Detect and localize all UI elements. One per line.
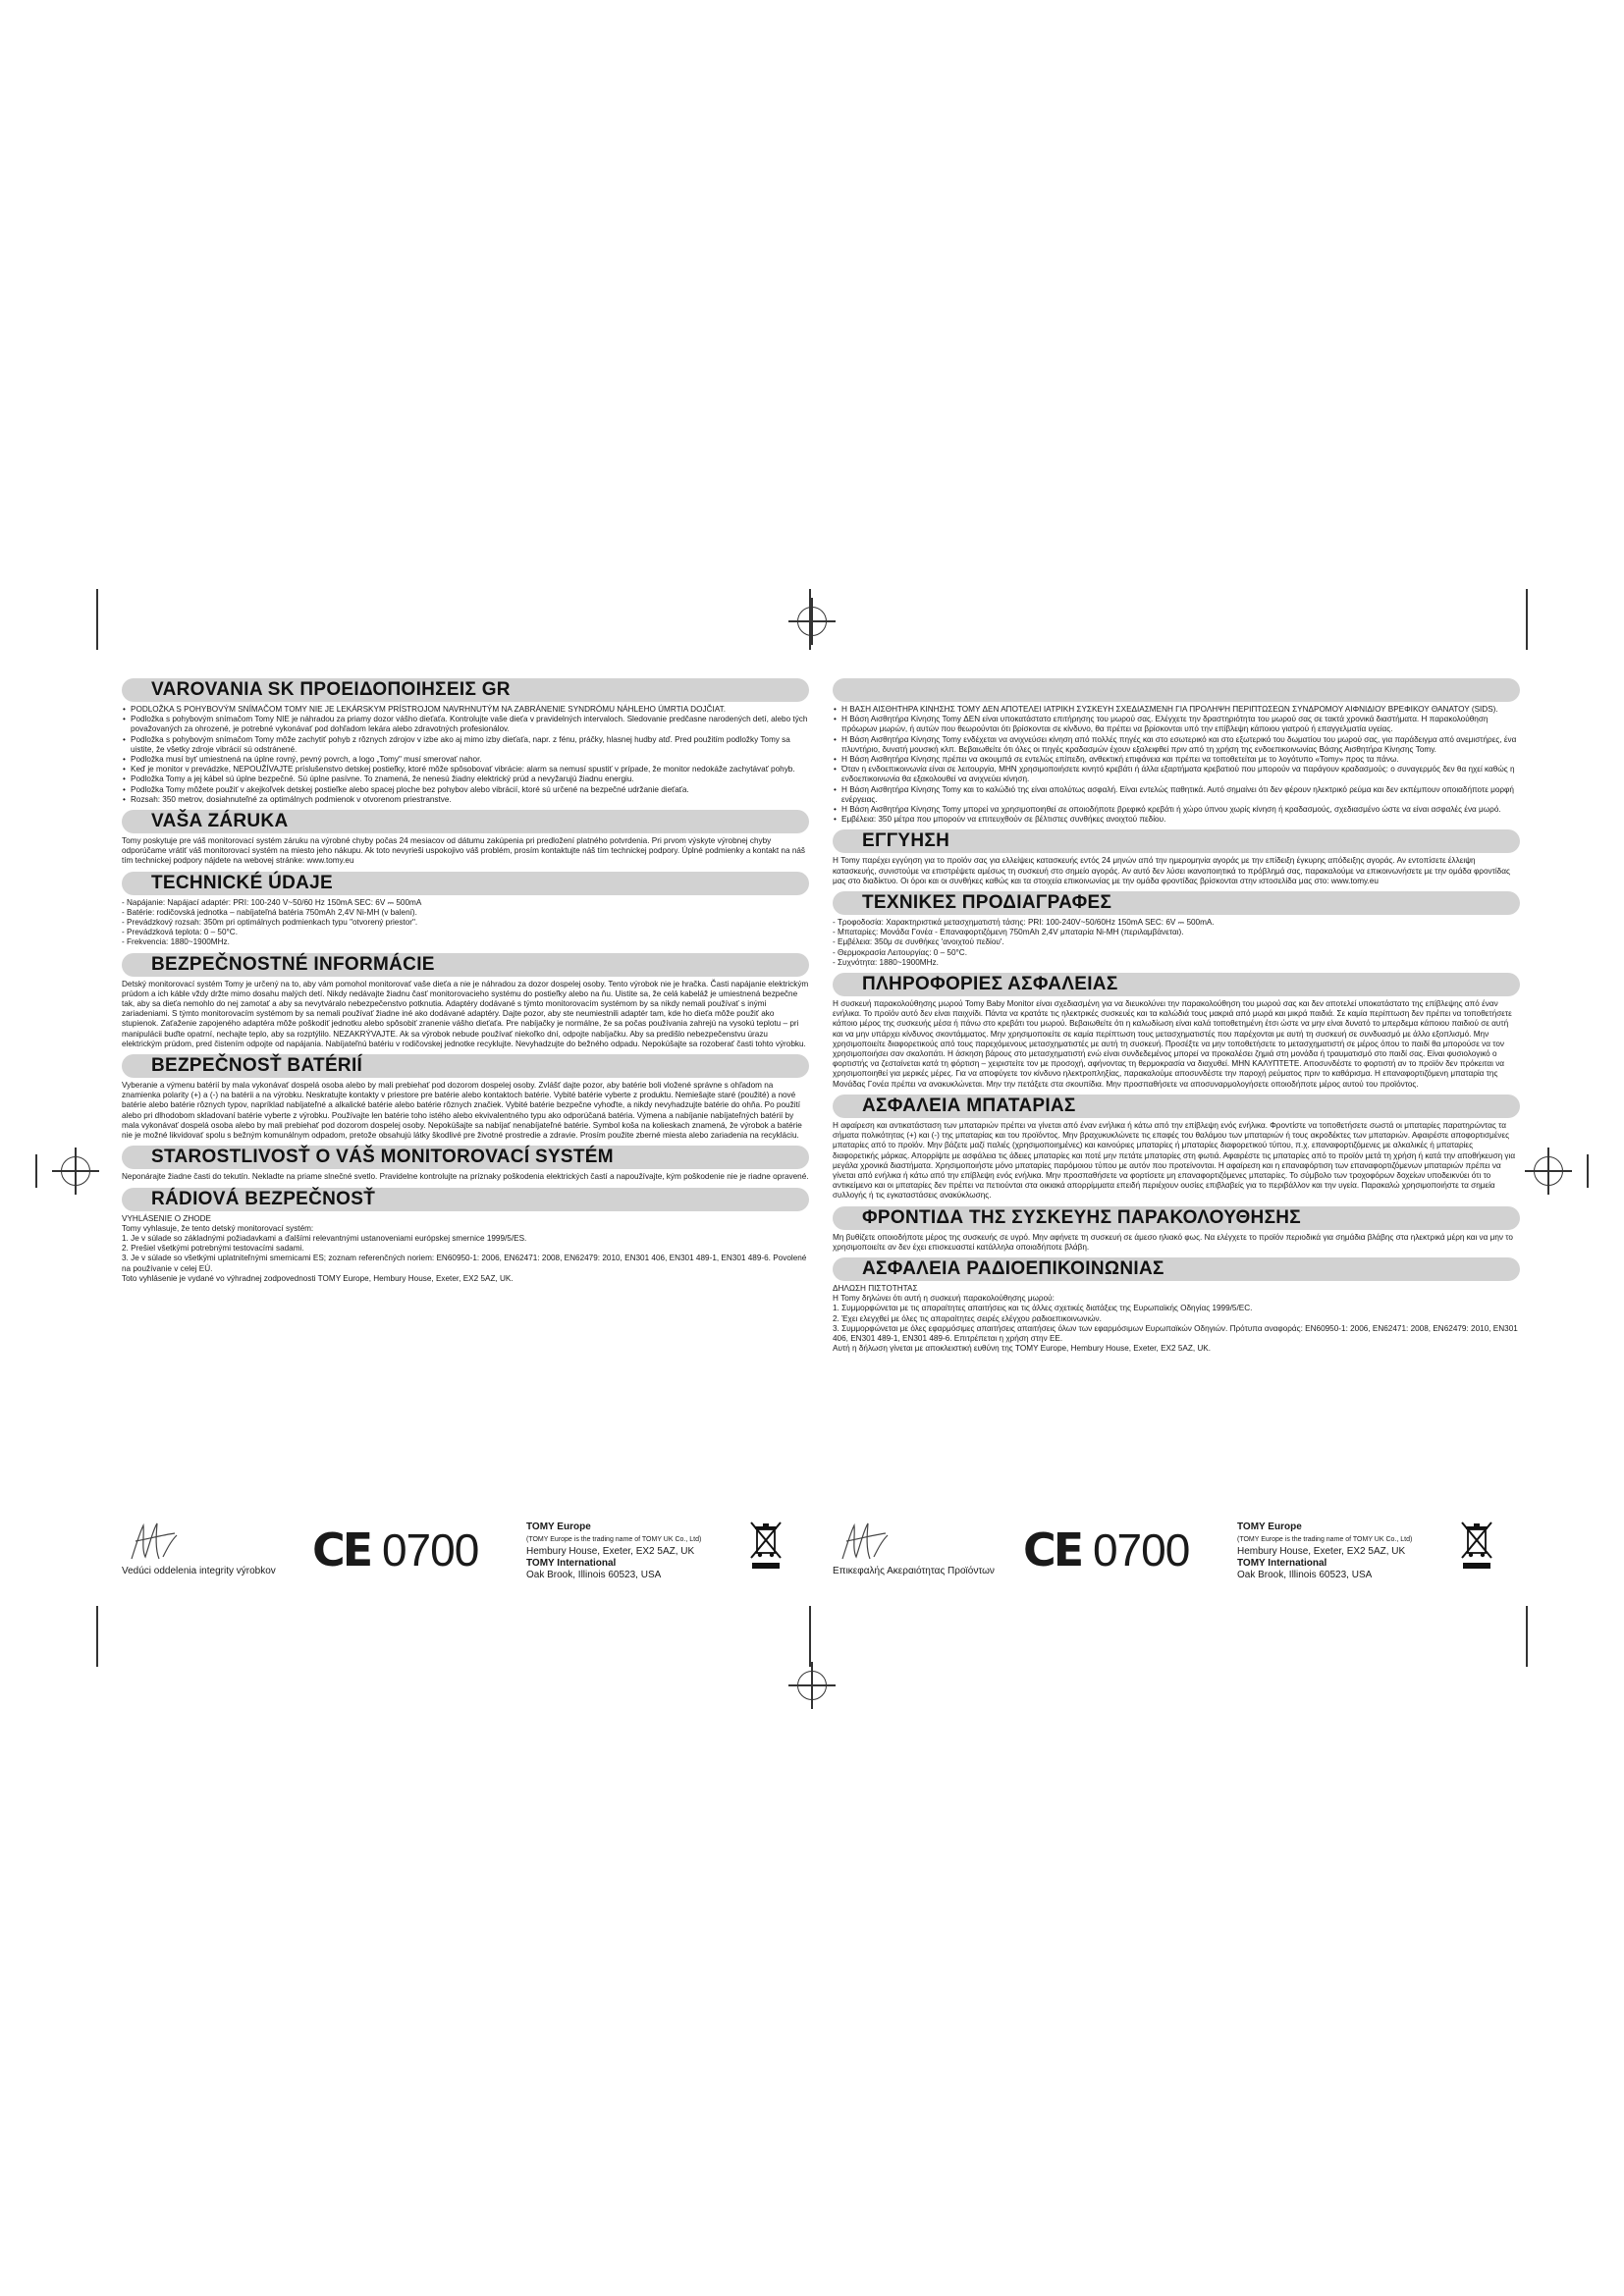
text-line: Toto vyhlásenie je vydané vo výhradnej zodpovednosti TOMY Europe, Hembury House, Exeter, EX2 5AZ, UK. [122,1273,514,1283]
signature-label: Επικεφαλής Ακεραιότητας Προϊόντων [833,1566,995,1576]
slovak-column [122,673,809,1287]
warranty-text: Η Tomy παρέχει εγγύηση για το προϊόν σας για ελλείψεις κατασκευής εντός 24 μηνών από την ημερομηνία αγοράς με την επίδειξη έγκυρης απόδειξης αγοράς. Αν εντοπίσετε έλλειψη κατασκευής, συνιστούμε να επιστρέψετε αμέσως τη συσκευή στο σημείο αγοράς. Αν αυτό δεν λύσει ικανοποιητικά το πρόβλημά σας, παρακαλούμε να επικοινωνήσετε με την ομάδα φροντίδας μας στο διαδίκτυο. Οι όροι και οι συνθήκες καθώς και τα στοιχεία επικοινωνίας με την ομάδα φροντίδας βρίσκονται στην ιστοσελίδα μας στο: www.tomy.eu [833,856,1510,885]
list-item: • Όταν η ενδοεπικοινωνία είναι σε λειτουργία, ΜΗΝ χρησιμοποιήσετε κινητό κρεβάτι ή άλλα εξαρτήματα κρεβατιού που μπορούν να παράγουν κραδασμούς: ο συναγερμός δεν θα ηχεί καθώς η ενδοεπικοινωνία θα εξακολουθεί να ανιχνεύει κίνηση. [833,765,1520,784]
registration-mark [797,1671,827,1700]
footer [122,1520,809,1578]
address-line: Oak Brook, Illinois 60523, USA [1237,1570,1373,1580]
text-line: 3. Je v súlade so všetkými uplatniteľnými smernicami ES; zoznam referenčných noriem: EN60950-1: 2006, EN62471: 2008, EN62479: 2010, EN301 406, EN301 489-1, EN301 489-6. Povolené na používanie v celej EÚ. [122,1254,807,1273]
section-header: ΑΣΦΑΛΕΙΑ ΡΑΔΙΟΕΠΙΚΟΙΝΩΝΙΑΣ [833,1257,1520,1281]
company-note: (TOMY Europe is the trading name of TOMY UK Co., Ltd) [1237,1536,1413,1543]
list-item: • Η Βάση Αισθητήρα Κίνησης Tomy και το καλώδιό της είναι απολύτως ασφαλή. Είναι εντελώς παθητικά. Αυτό σημαίνει ότι δεν φέρουν ηλεκτρικό ρεύμα και δεν εκπέμπουν οποιαδήποτε μορφή ενέργειας. [833,785,1520,805]
spec-line: - Θερμοκρασία Λειτουργίας: 0 – 50°C. [833,947,967,957]
signature-label: Vedúci oddelenia integrity výrobkov [122,1566,276,1576]
warranty-text: Tomy poskytuje pre váš monitorovací systém záruku na výrobné chyby počas 24 mesiacov od dátumu zakúpenia pri predložení platného potvrdenia. Pri prvom výskyte výrobnej chyby odporúčame vrátiť váš monitorovací systém na miesto jeho nákupu. Ak toto nevyrieši uspokojivo váš problém, prosím kontaktujte náš tím technickej podpory. Úplné podmienky a kontakt na náš tím technickej podpory nájdete na webovej stránke: www.tomy.eu [122,836,806,866]
text-line: 3. Συμμορφώνεται με όλες εφαρμόσιμες απαιτήσεις απαιτήσεις όλων των εφαρμόσιμων Ευρωπαϊκών Οδηγιών. Πρότυπα αναφοράς: EN60950-1: 2006, EN62471: 2008, EN62479: 2010, EN301 406, EN301 489-1, EN301 489-6. Επιτρέπεται η χρήση στην ΕΕ. [833,1323,1518,1343]
address-line: Oak Brook, Illinois 60523, USA [526,1570,662,1580]
list-item: • Η Βάση Αισθητήρα Κίνησης Tomy ενδέχεται να ανιχνεύσει κίνηση από πολλές πηγές και στο εσωτερικό και στο εξωτερικό του δωματίου του μωρού σας, για παράδειγμα από ανεμιστήρες, ένα πλυντήριο, δυνατή μουσική κλπ. Βεβαιωθείτε ότι όλες οι πηγές κραδασμών έχουν εξαλειφθεί πριν από τη χρήση της ενδοεπικοινωνίας Βάσης Αισθητήρα Κίνησης Tomy. [833,735,1520,755]
tech-specs [122,898,809,948]
list-item: • Η Βάση Αισθητήρα Κίνησης Tomy μπορεί να χρησιμοποιηθεί σε οποιοδήποτε βρεφικό κρεβάτι ή χώρο ύπνου χωρίς κίνηση ή κραδασμούς, σχεδιασμένο ώστε να είναι ασφαλές ένα μωρό. [833,805,1520,815]
text-line: 1. Je v súlade so základnými požiadavkami a ďalšími relevantnými ustanoveniami európskej smernice 1999/5/ES. [122,1233,527,1243]
ce-logo: CE [312,1523,371,1576]
warnings-list [122,705,809,805]
ce-logo: CE [1023,1523,1082,1576]
section-header: STAROSTLIVOSŤ O VÁŠ MONITOROVACÍ SYSTÉM [122,1146,809,1169]
section-header: ΤΕΧΝΙΚΕΣ ΠΡΟΔΙΑΓΡΑΦΕΣ [833,891,1520,915]
list-item: • Podložka Tomy a jej kábel sú úplne bezpečné. Sú úplne pasívne. To znamená, že nenesú žiadny elektrický prúd a nevyžarujú žiadnu energiu. [122,774,809,784]
warnings-list [833,705,1520,825]
tech-specs [833,918,1520,968]
registration-mark [1534,1156,1563,1186]
greek-column [833,673,1520,1357]
text-line: 2. Prešiel všetkými potrebnými testovacími sadami. [122,1244,304,1254]
spec-line: - Μπαταρίες: Μονάδα Γονέα - Επαναφορτιζόμενη 750mAh 2,4V μπαταρία Ni-MH (περιλαμβάνεται). [833,928,1184,937]
spec-line: - Batérie: rodičovská jednotka – nabíjateľná batéria 750mAh 2,4V Ni-MH (v balení). [122,907,417,917]
list-item: • Rozsah: 350 metrov, dosiahnuteľné za optimálnych podmienok v otvorenom priestranstve. [122,795,809,805]
section-header: BEZPEČNOSTNÉ INFORMÁCIE [122,953,809,977]
signature-icon [126,1520,185,1563]
company-address [526,1522,701,1581]
footer [833,1520,1520,1578]
text-line: Η Tomy δηλώνει ότι αυτή η συσκευή παρακολούθησης μωρού: [833,1294,1055,1304]
section-header [833,678,1520,702]
signature-icon [837,1520,895,1563]
section-header: ΦΡΟΝΤΙΔΑ ΤΗΣ ΣΥΣΚΕΥΗΣ ΠΑΡΑΚΟΛΟΥΘΗΣΗΣ [833,1206,1520,1230]
spec-line: - Napájanie: Napájací adaptér: PRI: 100-240 V~50/60 Hz 150mA SEC: 6V ⎓ 500mA [122,897,422,907]
crop-mark [1587,1154,1589,1188]
spec-line: - Prevádzková teplota: 0 – 50°C. [122,928,238,937]
text-line: 2. Έχει ελεγχθεί με όλες τις απαραίτητες σειρές ελέγχου ραδιοεπικοινωνιών. [833,1313,1102,1323]
section-header: VAŠA ZÁRUKA [122,810,809,833]
company-name: TOMY International [1237,1558,1327,1569]
address-line: Hembury House, Exeter, EX2 5AZ, UK [1237,1546,1406,1557]
list-item: • Podložka s pohybovým snímačom Tomy NIE je náhradou za priamy dozor vášho dieťaťa. Kontrolujte vaše dieťa v pravidelných intervaloch. Sledovanie predčasne narodených detí, alebo tých považovaných za ohrozené, je potrebné vykonávať pod dohľadom lekára alebo zdravotných profesionálov. [122,715,809,734]
registration-mark [797,607,827,636]
list-item: • Η ΒΑΣΗ ΑΙΣΘΗΤΗΡΑ ΚΙΝΗΣΗΣ TOMY ΔΕΝ ΑΠΟΤΕΛΕΙ ΙΑΤΡΙΚΗ ΣΥΣΚΕΥΗ ΣΧΕΔΙΑΣΜΕΝΗ ΓΙΑ ΠΡΟΛΗΨΗ ΠΕΡΙΠΤΩΣΕΩΝ ΣΥΝΔΡΟΜΟΥ ΑΙΦΝΙΔΙΟΥ ΒΡΕΦΙΚΟΥ ΘΑΝΑΤΟΥ (SIDS). [833,705,1520,715]
list-item: • Εμβέλεια: 350 μέτρα που μπορούν να επιτευχθούν σε βέλτιστες συνθήκες ανοιχτού πεδίου. [833,815,1520,825]
section-header: ΑΣΦΑΛΕΙΑ ΜΠΑΤΑΡΙΑΣ [833,1095,1520,1118]
section-header: VAROVANIA SK ΠΡΟΕΙΔΟΠΟΙΗΣΕΙΣ GR [122,678,809,702]
section-header: RÁDIOVÁ BEZPEČNOSŤ [122,1188,809,1211]
address-line: Hembury House, Exeter, EX2 5AZ, UK [526,1546,695,1557]
company-address [1237,1522,1412,1581]
ce-mark [312,1523,478,1576]
crop-mark [35,1154,37,1188]
crop-mark [96,1606,98,1667]
crossed-bin-icon [748,1520,784,1571]
care-text: Μη βυθίζετε οποιοδήποτε μέρος της συσκευής σε υγρό. Μην αφήνετε τη συσκευή σε άμεσο ηλιακό φως. Να ελέγχετε το προϊόν περιοδικά για σημάδια βλάβης στα ηλεκτρικά μέρη και να μην το χρησιμοποιείτε αν δεν έχει επισκευαστεί κατάλληλα οποιαδήποτε βλάβη. [833,1232,1513,1252]
list-item: • Podložka s pohybovým snímačom Tomy môže zachytiť pohyb z rôznych zdrojov v izbe ako aj mimo izby dieťaťa, napr. z fénu, práčky, hlasnej hudby atď. Pred použitím podložky Tomy sa uistite, že všetky zdroje vibrácií sú odstránené. [122,735,809,755]
spec-line: - Εμβέλεια: 350μ σε συνθήκες 'ανοιχτού πεδίου'. [833,937,1004,947]
section-header: TECHNICKÉ ÚDAJE [122,872,809,895]
crop-mark [1526,589,1528,650]
list-item: • Podložka Tomy môžete použiť v akejkoľvek detskej postieľke alebo spacej ploche bez pohybov alebo vibrácií, ktoré sú určené na bezpečné udržanie dieťaťa. [122,785,809,795]
section-header: ΠΛΗΡΟΦΟΡΙΕΣ ΑΣΦΑΛΕΙΑΣ [833,973,1520,996]
section-header: ΕΓΓΥΗΣΗ [833,829,1520,853]
text-line: Αυτή η δήλωση γίνεται με αποκλειστική ευθύνη της TOMY Europe, Hembury House, Exeter, EX2 5AZ, UK. [833,1344,1212,1354]
company-name: TOMY Europe [526,1522,591,1532]
crop-mark [96,589,98,650]
text-line: Tomy vyhlasuje, že tento detský monitorovací systém: [122,1223,314,1233]
list-item: • Η Βάση Αισθητήρα Κίνησης Tomy ΔΕΝ είναι υποκατάστατο επιτήρησης του μωρού σας. Ελέγχετε την δραστηριότητα του μωρού σας σε τακτά χρονικά διαστήματα. Η παρακολούθηση πρόωρων μωρών, ή αυτών που θεωρούνται ότι βρίσκονται σε κίνδυνο, θα πρέπει να βρίσκονται υπό την επίβλεψη κάποιου γιατρού ή επαγγελματία υγείας. [833,715,1520,734]
text-line: 1. Συμμορφώνεται με τις απαραίτητες απαιτήσεις και τις άλλες σχετικές διατάξεις της Ευρωπαϊκής Οδηγίας 1999/5/ΕC. [833,1304,1253,1313]
spec-line: - Τροφοδοσία: Χαρακτηριστικά μετασχηματιστή τάσης: PRI: 100-240V~50/60Hz 150mA SEC: 6V ⎓ 500mA. [833,918,1215,928]
crop-mark [809,1606,811,1667]
battery-safety-text: Vyberanie a výmenu batérií by mala vykonávať dospelá osoba alebo by mali prebiehať pod dozorom dospelej osoby. Zvlášť dajte pozor, aby batérie boli vložené správne s ohľadom na znamienka polarity (+) a (-) na batérii a na výrobku. Neskratujte kontakty v priestore pre batérie alebo kontaktoch batérie. Vybité batérie vyberte z produktu. Nemiešajte staré (použité) a nové batérie alebo batérie rôznych typov, napríklad nabíjateľné a alkalické batérie alebo batérie rôznych značiek. Vybité batérie bezpečne vyhoďte, a nikdy nevyhadzujte batérie do ohňa. Po použití alebo pri dlhodobom skladovaní batérie vyberte z výrobku. Používajte len batérie toho istého alebo ekvivalentného typu ako odporúčaná batéria. Výmena a nabíjanie nabíjateľných batérií by mala vykonávať dospelá osoba alebo by mali prebiehať pod dozorom dospelej osoby. Nepokúšajte sa nabíjať nenabíjateľné batérie. Symbol koša na kolieskach znamená, že výrobok a batérie nie je možné likvidovať spolu s bežným komunálnym odpadom, pretože obsahujú látky škodlivé pre životné prostredie a zdravie. Prosím použite zberné miesta alebo zariadenia na recykláciu. [122,1081,802,1141]
ce-number: 0700 [1092,1524,1190,1575]
safety-text: Η συσκευή παρακολούθησης μωρού Tomy Baby Monitor είναι σχεδιασμένη για να διευκολύνει την παρακολούθηση του μωρού σας και δεν αποτελεί υποκατάστατο της επίβλεψης από έναν ενήλικα. Το προϊόν αυτό δεν είναι παιχνίδι. Πάντα να κρατάτε τις ηλεκτρικές συσκευές και τα καλώδιά τους μακριά από μωρά και μικρά παιδιά. Σε καμία περίπτωση δεν πρέπει να τοποθετήσετε κάποιο μέρος της συσκευής μέσα ή πάνω στο κρεβάτι του μωρού. Βεβαιωθείτε ότι η καλωδίωση είναι καλά τοποθετημένη έτσι ώστε να μην είναι δυνατό το μπερδεμα κάποιου παιδιού σε αυτή και να μην υπάρχει κίνδυνος σκοντάμματος. Μην χρησιμοποιείτε σε καμία περίπτωση τους μετασχηματιστές που παρέχονται με αυτή τη συσκευή σε συνδυασμό με άλλο εξοπλισμό. Μην χρησιμοποιείτε διαφορετικούς από τους παρεχόμενους μετασχηματιστές με αυτή τη συσκευή. Προσέξτε να μην τοποθετήσετε το μετασχηματιστή σε μέρος όπου το παιδί θα μπορούσε να τον χρησιμοποιήσει σαν σκαλοπάτι. Η άσκηση βάρους στο μετασχηματιστή ενώ είναι συνδεδεμένος μπορεί να προκαλέσει ζημιά στη μονάδα ή τραυματισμό στο παιδί σας. Είναι φυσιολογικό ο φορτιστής να ζεσταίνεται κατά τη φόρτιση – χειριστείτε τον με προσοχή, αφήνοντας τη θερμοκρασία να διαχυθεί. ΜΗΝ ΚΑΛΥΠΤΕΤΕ. Αποσυνδέστε το φορτιστή αν το προϊόν δεν πρόκειται να χρησιμοποιηθεί για μερικές μέρες. Για να αποφύγετε τον κίνδυνο ηλεκτροπληξίας, παρακαλούμε αποσυνδέστε την παροχή ρεύματος πριν το καθάρισμα. Η επαναφορτιζόμενη μπαταρία της Μονάδας Γονέα πρέπει να ανακυκλώνεται. Μην την πετάξετε στα σκουπίδια. Μην προσπαθήσετε να αποσυναρμολογήσετε οποιοδήποτε μέρος αυτού του προϊόντος. [833,999,1512,1089]
care-text: Neponárajte žiadne časti do tekutín. Nekladte na priame slnečné svetlo. Pravidelne kontrolujte na príznaky poškodenia elektrických častí a napoužívajte, kým poškodenie nie je riadne opravené. [122,1172,809,1182]
spec-line: - Frekvencia: 1880~1900MHz. [122,937,230,947]
radio-safety [122,1214,809,1284]
spec-line: - Συχνότητα: 1880~1900MHz. [833,957,939,967]
registration-mark [61,1156,90,1186]
company-name: TOMY International [526,1558,617,1569]
list-item: • PODLOŽKA S POHYBOVÝM SNÍMAČOM TOMY NIE JE LEKÁRSKYM PRÍSTROJOM NAVRHNUTÝM NA ZABRÁNENIE SYNDRÓMU NÁHLEHO ÚMRTIA DOJČIAT. [122,705,809,715]
text-line: VYHLÁSENIE O ZHODE [122,1213,211,1223]
list-item: • Podložka musí byť umiestnená na úplne rovný, pevný povrch, a logo „Tomy" musí smerovať nahor. [122,755,809,765]
ce-number: 0700 [381,1524,479,1575]
ce-mark [1023,1523,1189,1576]
company-name: TOMY Europe [1237,1522,1302,1532]
battery-safety-text: Η αφαίρεση και αντικατάσταση των μπαταριών πρέπει να γίνεται από έναν ενήλικα ή κάτω από την επίβλεψη ενός ενήλικα. Φροντίστε να τοποθετήσετε σωστά οι μπαταρίες παρατηρώντας τα σήματα πολικότητας (+) και (-) της μπαταρίας και του προϊόντος. Μην βραχυκυκλώνετε τις επαφές του θαλάμου των μπαταριών ή τους ακροδέκτες των μπαταριών. Αφαιρέστε αποφορτισμένες μπαταρίες από το προϊόν. Μην βάζετε μαζί παλιές (χρησιμοποιημένες) και καινούριες μπαταρίες ή μπαταρίες διαφορετικού τύπου, π.χ. επαναφορτιζόμενες με αλκαλικές ή μπαταρίες διαφορετικής μάρκας. Απορρίψτε με ασφάλεια τις άδειες μπαταρίες και ποτέ μην πετάτε μπαταρίες στη φωτιά. Αφαιρέστε τις μπαταρίες από το προϊόν μετά τη χρήση ή κατά την αποθήκευση για μεγάλα χρονικά διαστήματα. Χρησιμοποιήστε μόνο μπαταρίες παρόμοιου τύπου με αυτόν που προτείνονται. Η αφαίρεση και η επαναφόρτιση των επαναφορτιζόμενων μπαταριών πρέπει να γίνεται από ενήλικα ή κάτω από την επίβλεψη ενός ενήλικα. Μην προσπαθήσετε να φορτίσετε μη επαναφορτιζόμενες μπαταρίες. Το σύμβολο των τροχοφόρων δοχείων υποδεικνύει ότι το αντικείμενο και οι μπαταρίες δεν πρέπει να πετιούνται στα οικιακά απορρίμματα επειδή περιέχουν ουσίες επιβλαβείς για το περιβάλλον και την υγεία. Παρακαλώ χρησιμοποιήστε τα σημεία συλλογής ή τις εγκαταστάσεις ανακύκλωσης. [833,1120,1516,1201]
text-line: ΔΗΛΩΣΗ ΠΙΣΤΟΤΗΤΑΣ [833,1283,918,1293]
list-item: • Η Βάση Αισθητήρα Κίνησης πρέπει να ακουμπά σε εντελώς επίπεδη, ανθεκτική επιφάνεια και πρέπει να τοποθετείται με το λογότυπο «Tomy» προς τα πάνω. [833,755,1520,765]
spec-line: - Prevádzkový rozsah: 350m pri optimálnych podmienkach typu "otvorený priestor". [122,918,418,928]
radio-safety [833,1284,1520,1354]
crop-mark [1526,1606,1528,1667]
section-header: BEZPEČNOSŤ BATÉRIÍ [122,1054,809,1078]
safety-text: Detský monitorovací systém Tomy je určený na to, aby vám pomohol monitorovať vaše dieťa a nie je náhradou za dozor dospelej osoby. Tento výrobok nie je hračka. Časti napájanie elektrickým prúdom a ich káble vždy držte mimo dosahu malých detí. Nikdy nedávajte žiadnu časť monitorovacieho systému do postieľky alebo na ňu. Uistite sa, že celá kabeláž je umiestnená bezpečne tak, aby sa dieťa nemohlo do nej zamotať a aby sa nevytváralo nebezpečenstvo potknutia. Adaptéry dodávané s týmto monitorovacím systémom by sa nikdy nemali používať s inými zariadeniami. S týmto monitorovacím systémom by sa nemali používať žiadne iné ako dodávané adaptéry. Dajte pozor, aby ste neumiestnili adaptér tam, kde ho dieťa môže použiť ako stupienok. Zaťaženie zapojeného adaptéra môže poškodiť jednotku alebo spôsobiť zranenie vášho dieťaťa. Pre nabíjačky je normálne, že sa počas používania zahrejú na vysokú teplotu – pri manipulácii buďte opatrní, nechajte teplo, aby sa rozptýlilo. NEZAKRÝVAJTE. Ak sa výrobok nebude používať niekoľko dní, odpojte nabíjačku. Aby sa predišlo nebezpečenstvu úrazu elektrickým prúdom, pred čistením odpojte od napájania. Nabíjateľnú batériu v rodičovskej jednotke recyklujte. Nevyhadzujte do bežného odpadu. Nepokúšajte sa rozoberať časti tohto výrobku. [122,979,809,1048]
company-note: (TOMY Europe is the trading name of TOMY UK Co., Ltd) [526,1536,702,1543]
list-item: • Keď je monitor v prevádzke, NEPOUŽÍVAJTE príslušenstvo detskej postieľky, ktoré môže spôsobovať vibrácie: alarm sa nemusí spustiť v prípade, že monitor nedokáže zachytávať pohyb. [122,765,809,774]
crossed-bin-icon [1459,1520,1494,1571]
